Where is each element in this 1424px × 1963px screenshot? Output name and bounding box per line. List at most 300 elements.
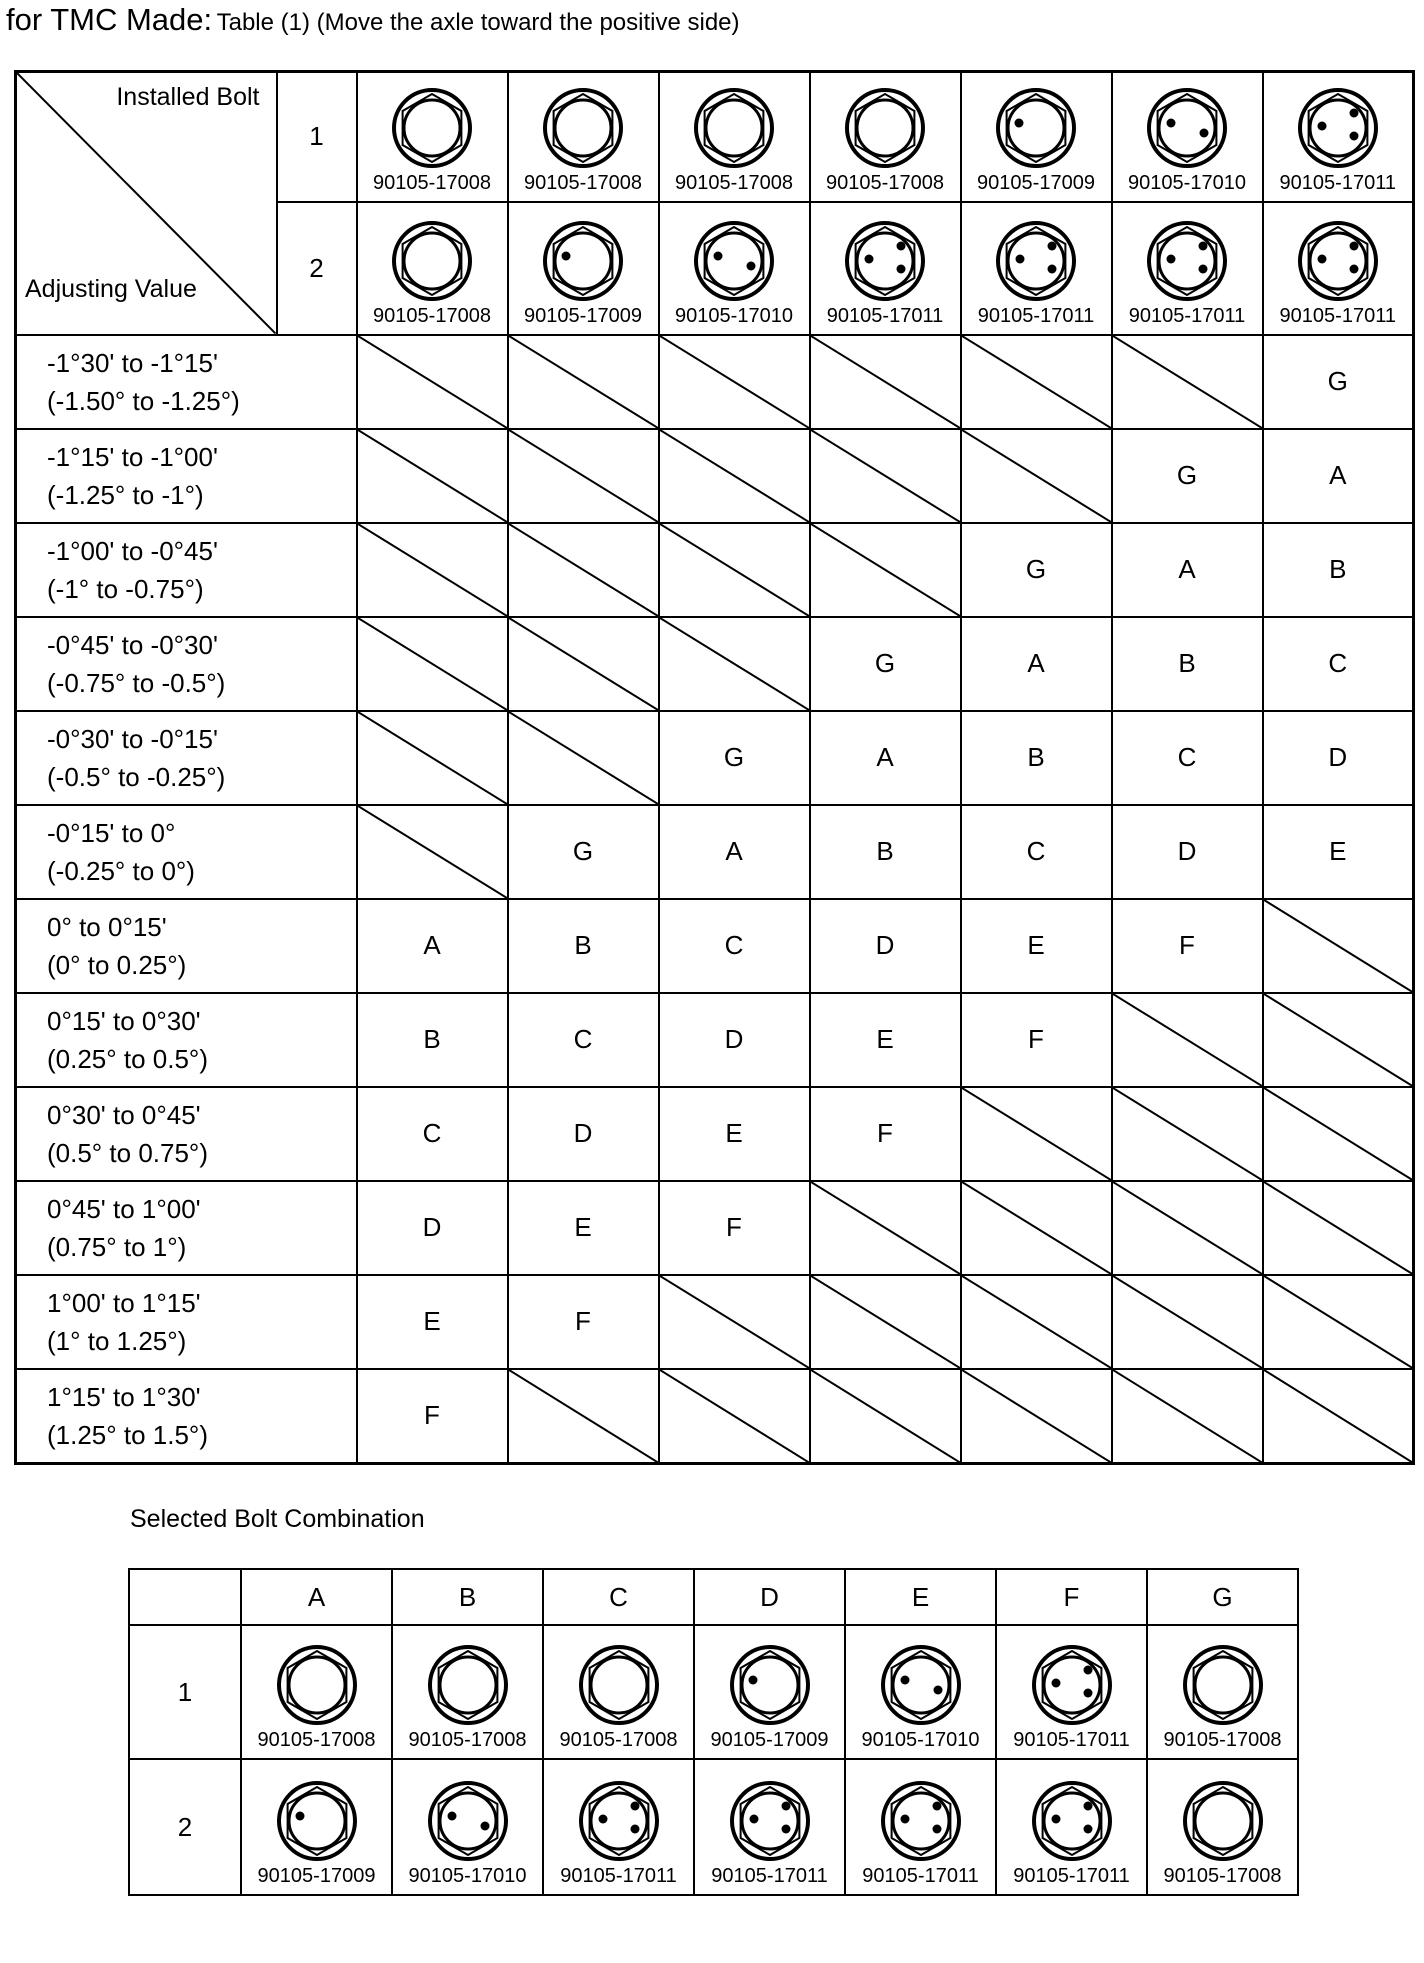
bolt-position-label: 2 — [129, 1759, 241, 1895]
empty-cell-slash — [1113, 1088, 1262, 1180]
empty-cell-slash — [358, 336, 507, 428]
empty-cell — [659, 335, 810, 429]
adjustment-row — [16, 1369, 1414, 1464]
bolt-dot — [748, 1676, 757, 1685]
combination-letter: B — [1112, 617, 1263, 711]
empty-cell — [961, 1275, 1112, 1369]
bolt-dot — [1051, 1679, 1060, 1688]
combination-letter: B — [961, 711, 1112, 805]
empty-cell-slash — [811, 1276, 960, 1368]
bolt-dot — [781, 1802, 790, 1811]
part-number: 90105-17009 — [710, 1729, 829, 1751]
empty-cell — [357, 711, 508, 805]
adjusting-range — [16, 429, 357, 523]
adjusting-range — [16, 1275, 357, 1369]
range-minutes: -0°30' to -0°15' — [47, 723, 218, 754]
bolt-dot — [865, 254, 874, 263]
empty-cell — [1263, 1181, 1414, 1275]
empty-cell-slash — [962, 1088, 1111, 1180]
empty-cell-slash — [962, 336, 1111, 428]
empty-cell-slash — [1113, 1370, 1262, 1463]
empty-cell — [357, 805, 508, 899]
part-number: 90105-17008 — [559, 1729, 678, 1751]
bolt-icon — [1145, 219, 1229, 303]
adjusting-range — [16, 899, 357, 993]
empty-cell-slash — [1264, 1182, 1413, 1274]
bolt-dot — [447, 1812, 456, 1821]
bolt-icon — [994, 219, 1078, 303]
range-degrees: (-0.25° to 0°) — [47, 855, 195, 886]
range-degrees: (-0.5° to -0.25°) — [47, 761, 226, 792]
empty-cell — [659, 523, 810, 617]
selected-combination-table — [128, 1568, 1299, 1896]
empty-cell-slash — [1264, 1370, 1413, 1463]
range-degrees: (-1° to -0.75°) — [47, 573, 204, 604]
range-minutes: -0°45' to -0°30' — [47, 629, 218, 660]
combination-letter: D — [508, 1087, 659, 1181]
selected-combination-title: Selected Bolt Combination — [130, 1505, 425, 1533]
bolt-dot — [1083, 1802, 1092, 1811]
combination-header: C — [543, 1569, 694, 1625]
empty-cell — [508, 711, 659, 805]
empty-cell — [508, 523, 659, 617]
bolt-dot — [932, 1802, 941, 1811]
empty-cell-slash — [1113, 1276, 1262, 1368]
bolt-dot — [933, 1686, 942, 1695]
installed-bolt-cell — [1263, 72, 1414, 202]
combination-bolt-cell — [996, 1625, 1147, 1759]
empty-cell-slash — [509, 430, 658, 522]
bolt-dot — [897, 241, 906, 250]
bolt-dot — [1048, 241, 1057, 250]
bolt-dot — [900, 1815, 909, 1824]
bolt-dot — [1317, 254, 1326, 263]
combination-letter: C — [357, 1087, 508, 1181]
combination-letter: E — [659, 1087, 810, 1181]
bolt-dot — [1167, 254, 1176, 263]
blank-header — [129, 1569, 241, 1625]
bolt-dot — [562, 251, 571, 260]
combination-letter: E — [357, 1275, 508, 1369]
bolt-dot — [747, 261, 756, 270]
part-number: 90105-17008 — [826, 171, 944, 194]
empty-cell-slash — [811, 430, 960, 522]
empty-cell-slash — [1113, 1182, 1262, 1274]
combination-letter: D — [357, 1181, 508, 1275]
installed-bolt-cell — [508, 72, 659, 202]
empty-cell-slash — [660, 430, 809, 522]
combination-bolt-cell — [543, 1625, 694, 1759]
empty-cell — [357, 429, 508, 523]
range-degrees: (0.25° to 0.5°) — [47, 1043, 208, 1074]
combination-header: D — [694, 1569, 845, 1625]
empty-cell — [1112, 1369, 1263, 1464]
adjusting-range — [16, 1369, 357, 1464]
bolt-icon — [577, 1779, 661, 1863]
empty-cell-slash — [811, 1182, 960, 1274]
empty-cell-slash — [1264, 994, 1413, 1086]
bolt-dot — [1199, 241, 1208, 250]
empty-cell-slash — [811, 336, 960, 428]
combination-letter: D — [1112, 805, 1263, 899]
bolt-dot — [1349, 108, 1358, 117]
empty-cell — [659, 429, 810, 523]
bolt-dot — [714, 251, 723, 260]
bolt-icon — [994, 86, 1078, 170]
adjustment-row — [16, 429, 1414, 523]
combination-letter: D — [810, 899, 961, 993]
combination-header: A — [241, 1569, 392, 1625]
installed-bolt-cell — [810, 202, 961, 335]
combination-letter: G — [659, 711, 810, 805]
bolt-icon — [1145, 86, 1229, 170]
empty-cell-slash — [660, 1370, 809, 1463]
combination-letter: B — [508, 899, 659, 993]
bolt-dot — [1349, 131, 1358, 140]
bolt-icon — [275, 1779, 359, 1863]
bolt-position-label: 1 — [277, 72, 357, 202]
adjusting-range — [16, 617, 357, 711]
bolt-dot — [1048, 264, 1057, 273]
bolt-icon — [692, 219, 776, 303]
bolt-icon — [390, 86, 474, 170]
empty-cell — [1263, 1369, 1414, 1464]
combination-header: B — [392, 1569, 543, 1625]
part-number: 90105-17008 — [1163, 1729, 1282, 1751]
part-number: 90105-17011 — [826, 304, 944, 327]
bolt-icon — [1296, 86, 1380, 170]
part-number: 90105-17008 — [408, 1729, 527, 1751]
heading-prefix: for TMC Made: — [6, 2, 213, 37]
installed-bolt-cell — [357, 72, 508, 202]
empty-cell — [508, 429, 659, 523]
empty-cell-slash — [660, 336, 809, 428]
empty-cell-slash — [962, 1370, 1111, 1463]
adjusting-range — [16, 523, 357, 617]
bolt-dot — [1051, 1815, 1060, 1824]
bolt-icon — [577, 1643, 661, 1727]
installed-bolt-row — [16, 72, 1414, 202]
combination-row — [129, 1625, 1298, 1759]
empty-cell — [1112, 1087, 1263, 1181]
bolt-dot — [598, 1815, 607, 1824]
combination-letter: C — [961, 805, 1112, 899]
range-minutes: -1°30' to -1°15' — [47, 347, 218, 378]
adjustment-row — [16, 335, 1414, 429]
combination-letter: B — [1263, 523, 1414, 617]
empty-cell-slash — [962, 1276, 1111, 1368]
adjusting-range — [16, 711, 357, 805]
empty-cell-slash — [811, 1370, 960, 1463]
combination-bolt-cell — [845, 1625, 996, 1759]
range-minutes: -1°15' to -1°00' — [47, 441, 218, 472]
combination-header: F — [996, 1569, 1147, 1625]
range-minutes: 1°15' to 1°30' — [47, 1381, 201, 1412]
bolt-icon — [879, 1779, 963, 1863]
combination-letter: C — [1263, 617, 1414, 711]
combination-letter: E — [508, 1181, 659, 1275]
part-number: 90105-17011 — [977, 304, 1095, 327]
empty-cell — [1263, 1275, 1414, 1369]
bolt-icon — [1181, 1779, 1265, 1863]
part-number: 90105-17010 — [1128, 171, 1246, 194]
adjustment-row — [16, 993, 1414, 1087]
bolt-icon — [1181, 1643, 1265, 1727]
adjusting-range — [16, 805, 357, 899]
range-minutes: -0°15' to 0° — [47, 817, 176, 848]
part-number: 90105-17009 — [524, 304, 642, 327]
range-minutes: 0°30' to 0°45' — [47, 1099, 201, 1130]
bolt-icon — [728, 1779, 812, 1863]
empty-cell-slash — [1264, 1276, 1413, 1368]
part-number: 90105-17011 — [1279, 171, 1396, 194]
combination-letter: E — [1263, 805, 1414, 899]
range-minutes: 0° to 0°15' — [47, 911, 167, 942]
empty-cell-slash — [1113, 994, 1262, 1086]
combination-letter: G — [810, 617, 961, 711]
adjustment-table — [14, 70, 1415, 1465]
empty-cell — [810, 1181, 961, 1275]
range-minutes: 1°00' to 1°15' — [47, 1287, 201, 1318]
bolt-icon — [1296, 219, 1380, 303]
range-minutes: 0°45' to 1°00' — [47, 1193, 201, 1224]
adjustment-row — [16, 805, 1414, 899]
bolt-dot — [932, 1825, 941, 1834]
combination-letter: G — [1263, 335, 1414, 429]
installed-bolt-cell — [1112, 202, 1263, 335]
range-degrees: (0.75° to 1°) — [47, 1231, 187, 1262]
empty-cell — [810, 1369, 961, 1464]
adjusting-value-label: Adjusting Value — [25, 274, 197, 303]
bolt-dot — [897, 264, 906, 273]
empty-cell — [1263, 993, 1414, 1087]
bolt-icon — [692, 86, 776, 170]
combination-header: E — [845, 1569, 996, 1625]
combination-header-row — [129, 1569, 1298, 1625]
heading-suffix: Table (1) (Move the axle toward the positive side) — [216, 9, 740, 36]
part-number: 90105-17010 — [675, 304, 793, 327]
combination-letter: A — [1112, 523, 1263, 617]
part-number: 90105-17011 — [560, 1865, 677, 1887]
combination-letter: F — [1112, 899, 1263, 993]
bolt-icon — [390, 219, 474, 303]
part-number: 90105-17011 — [1279, 304, 1396, 327]
empty-cell-slash — [358, 524, 507, 616]
page-heading — [6, 2, 740, 38]
combination-bolt-cell — [1147, 1759, 1298, 1895]
bolt-dot — [1015, 118, 1024, 127]
adjustment-row — [16, 1087, 1414, 1181]
adjustment-row — [16, 1181, 1414, 1275]
empty-cell — [357, 523, 508, 617]
combination-bolt-cell — [241, 1759, 392, 1895]
installed-bolt-cell — [508, 202, 659, 335]
empty-cell — [659, 1369, 810, 1464]
bolt-icon — [541, 86, 625, 170]
empty-cell — [961, 1087, 1112, 1181]
bolt-icon — [275, 1643, 359, 1727]
part-number: 90105-17008 — [675, 171, 793, 194]
empty-cell — [810, 523, 961, 617]
empty-cell-slash — [358, 806, 507, 898]
part-number: 90105-17010 — [408, 1865, 527, 1887]
combination-letter: A — [1263, 429, 1414, 523]
installed-bolt-cell — [810, 72, 961, 202]
combination-bolt-cell — [845, 1759, 996, 1895]
combination-letter: D — [659, 993, 810, 1087]
combination-bolt-cell — [392, 1625, 543, 1759]
empty-cell — [508, 335, 659, 429]
bolt-position-label: 2 — [277, 202, 357, 335]
range-degrees: (1.25° to 1.5°) — [47, 1419, 208, 1450]
empty-cell — [961, 335, 1112, 429]
empty-cell-slash — [660, 524, 809, 616]
bolt-dot — [1349, 264, 1358, 273]
empty-cell — [357, 617, 508, 711]
bolt-icon — [1030, 1643, 1114, 1727]
empty-cell — [1112, 1181, 1263, 1275]
empty-cell — [810, 335, 961, 429]
combination-letter: A — [961, 617, 1112, 711]
bolt-dot — [630, 1825, 639, 1834]
empty-cell — [1263, 899, 1414, 993]
empty-cell-slash — [1113, 336, 1262, 428]
empty-cell — [1112, 1275, 1263, 1369]
adjustment-row — [16, 899, 1414, 993]
combination-letter: C — [659, 899, 810, 993]
bolt-icon — [843, 86, 927, 170]
bolt-dot — [1083, 1666, 1092, 1675]
empty-cell-slash — [1264, 1088, 1413, 1180]
empty-cell — [1112, 335, 1263, 429]
bolt-dot — [1200, 128, 1209, 137]
combination-letter: B — [810, 805, 961, 899]
combination-header: G — [1147, 1569, 1298, 1625]
bolt-icon — [426, 1779, 510, 1863]
combination-letter: F — [810, 1087, 961, 1181]
combination-letter: G — [1112, 429, 1263, 523]
empty-cell — [810, 429, 961, 523]
empty-cell — [961, 1369, 1112, 1464]
empty-cell-slash — [509, 336, 658, 428]
empty-cell-slash — [509, 712, 658, 804]
installed-bolt-cell — [659, 72, 810, 202]
adjusting-range — [16, 335, 357, 429]
bolt-dot — [480, 1822, 489, 1831]
bolt-dot — [1349, 241, 1358, 250]
range-minutes: 0°15' to 0°30' — [47, 1005, 201, 1036]
empty-cell-slash — [358, 618, 507, 710]
bolt-icon — [426, 1643, 510, 1727]
empty-cell — [508, 617, 659, 711]
part-number: 90105-17011 — [1128, 304, 1246, 327]
bolt-dot — [900, 1676, 909, 1685]
bolt-position-label: 1 — [129, 1625, 241, 1759]
corner-header — [16, 72, 277, 335]
empty-cell-slash — [811, 524, 960, 616]
combination-bolt-cell — [996, 1759, 1147, 1895]
combination-letter: F — [659, 1181, 810, 1275]
bolt-dot — [749, 1815, 758, 1824]
bolt-dot — [1083, 1689, 1092, 1698]
combination-letter: G — [961, 523, 1112, 617]
combination-letter: A — [357, 899, 508, 993]
adjustment-row — [16, 617, 1414, 711]
empty-cell — [961, 1181, 1112, 1275]
part-number: 90105-17008 — [257, 1729, 376, 1751]
installed-bolt-label: Installed Bolt — [116, 83, 260, 111]
combination-letter: C — [508, 993, 659, 1087]
combination-letter: C — [1112, 711, 1263, 805]
bolt-dot — [630, 1802, 639, 1811]
combination-letter: D — [1263, 711, 1414, 805]
part-number: 90105-17009 — [977, 171, 1095, 194]
installed-bolt-cell — [357, 202, 508, 335]
empty-cell-slash — [1264, 900, 1413, 992]
adjustment-row — [16, 523, 1414, 617]
bolt-icon — [843, 219, 927, 303]
bolt-dot — [781, 1825, 790, 1834]
combination-letter: F — [508, 1275, 659, 1369]
range-degrees: (-1.25° to -1°) — [47, 479, 204, 510]
combination-letter: A — [810, 711, 961, 805]
part-number: 90105-17009 — [257, 1865, 376, 1887]
empty-cell — [508, 1369, 659, 1464]
adjusting-range — [16, 993, 357, 1087]
part-number: 90105-17008 — [1163, 1865, 1282, 1887]
adjustment-row — [16, 1275, 1414, 1369]
empty-cell-slash — [962, 1182, 1111, 1274]
combination-letter: B — [357, 993, 508, 1087]
bolt-dot — [295, 1812, 304, 1821]
installed-bolt-cell — [961, 202, 1112, 335]
empty-cell — [810, 1275, 961, 1369]
bolt-dot — [1199, 264, 1208, 273]
combination-bolt-cell — [543, 1759, 694, 1895]
empty-cell-slash — [962, 430, 1111, 522]
bolt-dot — [1016, 254, 1025, 263]
empty-cell-slash — [358, 430, 507, 522]
empty-cell — [659, 617, 810, 711]
range-degrees: (-1.50° to -1.25°) — [47, 385, 240, 416]
bolt-dot — [1167, 118, 1176, 127]
empty-cell — [1112, 993, 1263, 1087]
empty-cell-slash — [660, 618, 809, 710]
part-number: 90105-17008 — [524, 171, 642, 194]
empty-cell-slash — [509, 524, 658, 616]
empty-cell-slash — [660, 1276, 809, 1368]
combination-row — [129, 1759, 1298, 1895]
bolt-dot — [1083, 1825, 1092, 1834]
empty-cell — [357, 335, 508, 429]
adjustment-row — [16, 711, 1414, 805]
range-degrees: (-0.75° to -0.5°) — [47, 667, 226, 698]
bolt-dot — [1317, 121, 1326, 130]
combination-bolt-cell — [392, 1759, 543, 1895]
combination-bolt-cell — [694, 1759, 845, 1895]
combination-bolt-cell — [241, 1625, 392, 1759]
combination-letter: F — [357, 1369, 508, 1464]
range-degrees: (0° to 0.25°) — [47, 949, 187, 980]
empty-cell-slash — [509, 1370, 658, 1463]
installed-bolt-cell — [659, 202, 810, 335]
installed-bolt-cell — [1263, 202, 1414, 335]
bolt-icon — [541, 219, 625, 303]
installed-bolt-cell — [961, 72, 1112, 202]
empty-cell — [659, 1275, 810, 1369]
part-number: 90105-17011 — [1013, 1865, 1130, 1887]
part-number: 90105-17011 — [1013, 1729, 1130, 1751]
